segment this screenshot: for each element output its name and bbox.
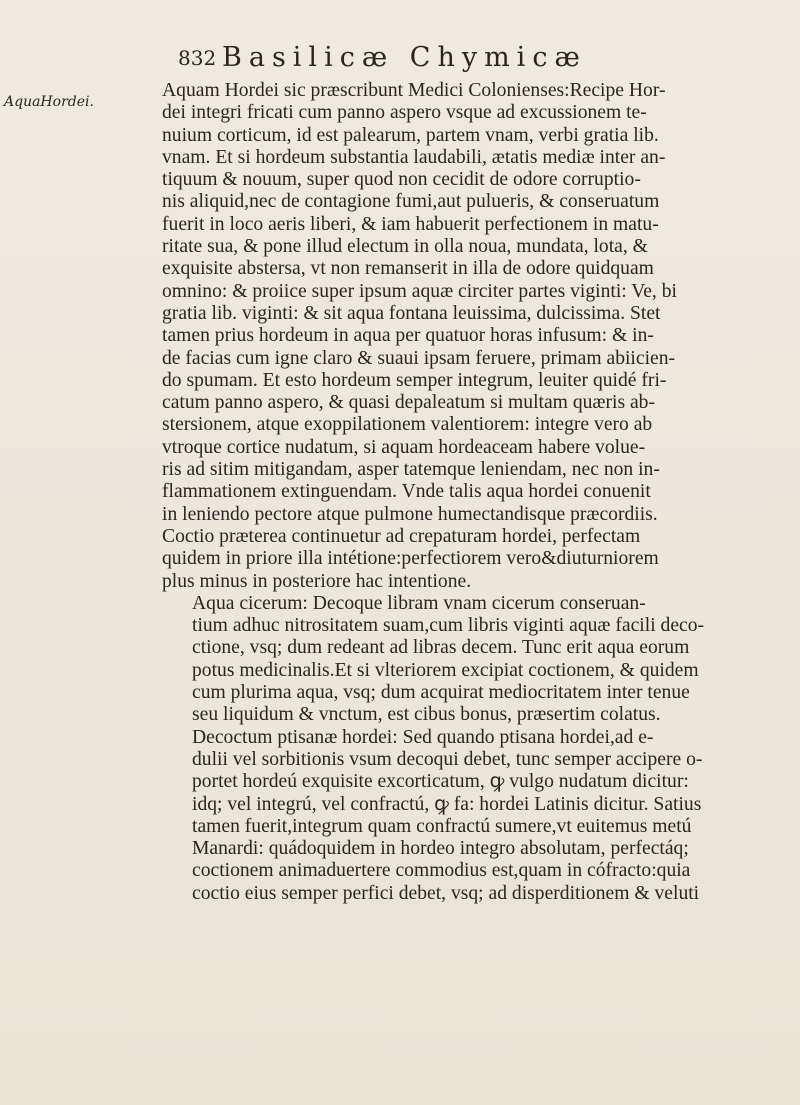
text-line: seu liquidum & vnctum, est cibus bonus, præsertim colatus. bbox=[192, 704, 661, 726]
text-line: flammationem extinguendam. Vnde talis aqua hordei conuenit bbox=[162, 481, 651, 503]
text-line: ris ad sitim mitigandam, asper tatemque leniendam, nec non in- bbox=[162, 459, 660, 481]
text-line: vtroque cortice nudatum, si aquam hordeaceam habere volue- bbox=[162, 436, 646, 458]
text-line: Aqua cicerum: Decoque libram vnam cicerum conseruan- bbox=[192, 592, 646, 614]
running-head bbox=[178, 42, 740, 82]
text-line: Aquam Hordei sic præscribunt Medici Colonienses:Recipe Hor- bbox=[162, 80, 666, 101]
page-number: 832 bbox=[178, 46, 217, 70]
text-line: in leniendo pectore atque pulmone humectandisque præcordiis. bbox=[162, 503, 658, 525]
text-line: stersionem, atque exoppilationem valentiorem: integre vero ab bbox=[162, 414, 653, 436]
text-line: Coctio præterea continuetur ad crepaturam hordei, perfectam bbox=[162, 525, 641, 547]
text-line: Manardi: quádoquidem in hordeo integro absolutam, perfectáq; bbox=[192, 838, 689, 860]
text-line: tamen prius hordeum in aqua per quatuor horas infusum: & in- bbox=[162, 325, 654, 347]
body-text bbox=[162, 80, 772, 905]
text-line: quidem in priore illa intétione:perfectiorem vero&diuturniorem bbox=[162, 548, 659, 570]
text-line: tamen fuerit,integrum quam confractú sumere,vt euitemus metú bbox=[192, 815, 692, 837]
paragraph-aqua-cicerum bbox=[162, 593, 772, 727]
text-line: omnino: & proiice super ipsum aquæ circiter partes viginti: Ve, bi bbox=[162, 280, 677, 302]
text-line: tiquum & nouum, super quod non cecidit de odore corruptio- bbox=[162, 169, 641, 191]
text-line: nis aliquid,nec de contagione fumi,aut pulueris, & conseruatum bbox=[162, 191, 660, 213]
running-title: Basilicæ Chymicæ bbox=[222, 42, 587, 73]
text-line: de facias cum igne claro & suaui ipsam feruere, primam abiicien- bbox=[162, 347, 676, 369]
text-line: catum panno aspero, & quasi depaleatum si multam quæris ab- bbox=[162, 392, 655, 414]
paragraph-decoctum-ptisanae bbox=[162, 727, 772, 905]
paragraph-aqua-hordei bbox=[162, 80, 772, 593]
text-line: cum plurima aqua, vsq; dum acquirat mediocritatem inter tenue bbox=[192, 682, 690, 704]
text-line: ritate sua, & pone illud electum in olla noua, mundata, lota, & bbox=[162, 236, 648, 258]
text-line: portet hordeú exquisite excorticatum, ꝙ vulgo nudatum dicitur: bbox=[192, 771, 689, 793]
text-line: tium adhuc nitrositatem suam,cum libris viginti aquæ facili deco- bbox=[192, 615, 705, 637]
text-line: exquisite abstersa, vt non remanserit in illa de odore quidquam bbox=[162, 258, 654, 280]
text-line: gratia lib. viginti: & sit aqua fontana leuissima, dulcissima. Stet bbox=[162, 302, 661, 324]
text-line: do spumam. Et esto hordeum semper integrum, leuiter quidé fri- bbox=[162, 369, 667, 391]
text-line: fuerit in loco aeris liberi, & iam habuerit perfectionem in matu- bbox=[162, 213, 659, 235]
text-line: idq; vel integrú, vel confractú, ꝙ fa: hordei Latinis dicitur. Satius bbox=[192, 793, 702, 815]
margin-note: AquaHordei. bbox=[4, 94, 94, 110]
text-line: plus minus in posteriore hac intentione. bbox=[162, 570, 472, 592]
text-line: ctione, vsq; dum redeant ad libras decem. Tunc erit aqua eorum bbox=[192, 637, 690, 659]
text-line: dei integri fricati cum panno aspero vsque ad excussionem te- bbox=[162, 102, 647, 124]
text-line: coctionem animaduertere commodius est,quam in cófracto:quia bbox=[192, 860, 691, 882]
text-line: vnam. Et si hordeum substantia laudabili, ætatis mediæ inter an- bbox=[162, 146, 666, 168]
text-line: Decoctum ptisanæ hordei: Sed quando ptisana hordei,ad e- bbox=[192, 726, 654, 748]
text-line: nuium corticum, id est palearum, partem vnam, verbi gratia lib. bbox=[162, 124, 659, 146]
text-line: coctio eius semper perfici debet, vsq; ad disperditionem & veluti bbox=[192, 882, 700, 904]
text-line: potus medicinalis.Et si vlteriorem excipiat coctionem, & quidem bbox=[192, 659, 699, 681]
text-line: dulii vel sorbitionis vsum decoqui debet, tunc semper accipere o- bbox=[192, 748, 703, 770]
